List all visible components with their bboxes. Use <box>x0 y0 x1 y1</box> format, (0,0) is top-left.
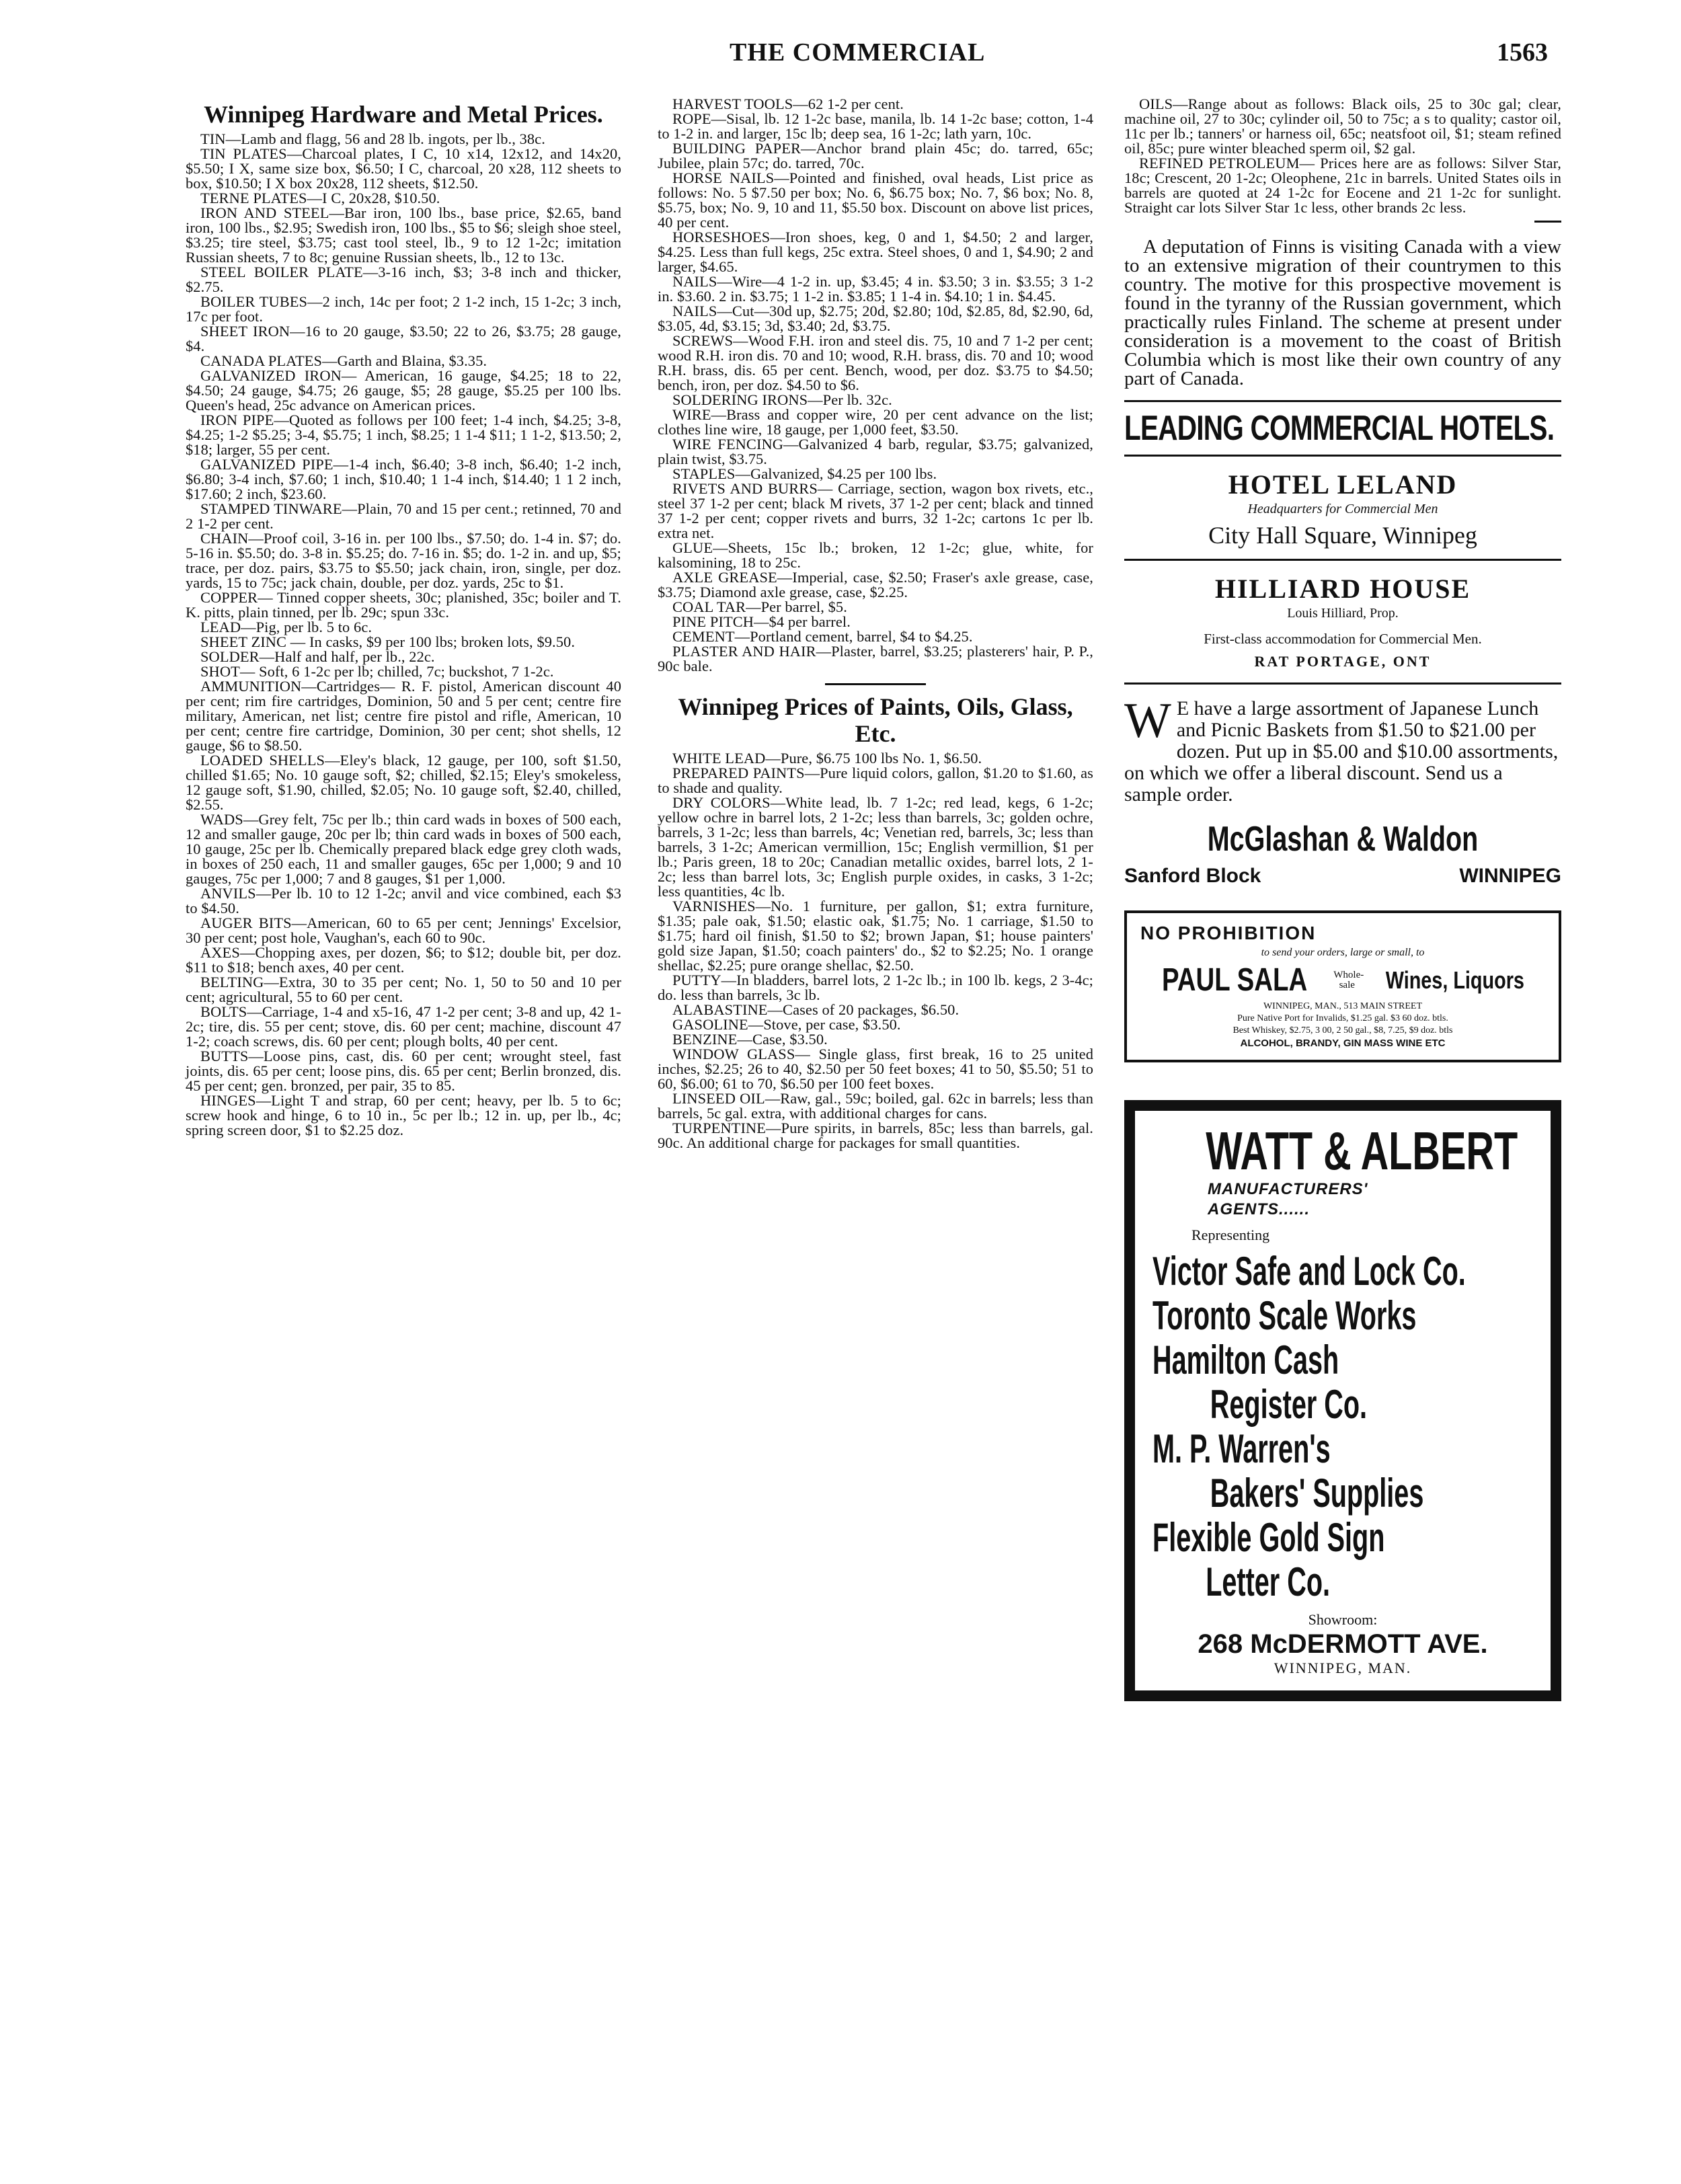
price-item: PLASTER AND HAIR—Plaster, barrel, $3.25; plasterers' hair, P. P., 90c bale. <box>658 643 1093 674</box>
hotels-top-rule <box>1124 400 1561 402</box>
price-item: NAILS—Wire—4 1-2 in. up, $3.45; 4 in. $3.50; 3 in. $3.55; 3 1-2 in. $3.60. 2 in. $3.75; 1 1-2 in. $3.85; 1 1-4 in. $4.10; 1 in. $4.45. <box>658 273 1093 305</box>
price-item: VARNISHES—No. 1 furniture, per gallon, $1; extra furniture, $1.35; pale oak, $1.50; elastic oak, $1.75; No. 1 carriage, $1.50 to $1.75; hard oil finish, $1.50 to $2; brown Japan, $1; house painters' gold size Japan, $1.50; coach painters' do., $2 to $2.25; No. 1 orange shellac, $2.25; pure orange shellac, $2.50. <box>658 898 1093 974</box>
price-item: RIVETS AND BURRS— Carriage, section, wagon box rivets, etc., steel 37 1-2 per cent; black M rivets, 37 1-2 per cent; black and tinned 37 1-2 per cent; copper rivets and burrs, 32 1-2c; cartons 1c per lb. extra net. <box>658 480 1093 541</box>
sala-price-line-2: Best Whiskey, $2.75, 3 00, 2 50 gal., $8, 7.25, $9 doz. btls <box>1233 1025 1453 1036</box>
watt-line: Toronto Scale Works <box>1152 1293 1417 1338</box>
price-item: STAMPED TINWARE—Plain, 70 and 15 per cent.; retinned, 70 and 2 1-2 per cent. <box>186 500 621 532</box>
sala-name: PAUL SALA <box>1162 962 1308 998</box>
price-item: SCREWS—Wood F.H. iron and steel dis. 75, 10 and 7 1-2 per cent; wood R.H. iron dis. 70 and 10; wood, R.H. brass, dis. 70 and 10; wood R.H. brass, dis. 65 per cent. Bench, wood, per doz. $3.75 to $4.50; bench, iron, per doz. $4.50 to $6. <box>658 332 1093 393</box>
hotels-under-rule <box>1124 455 1561 457</box>
finns-notice: A deputation of Finns is visiting Canada with a view to an extensive migration of their countrymen to this country. The motive for this prospective movement is found in the tyranny of the Russian government, which practically rules Finland. The scheme at present under consideration is a movement to the coast of British Columbia which is most like their own country of any part of Canada. <box>1124 236 1561 389</box>
mcglashan-block: Sanford Block <box>1124 865 1261 887</box>
price-item: PUTTY—In bladders, barrel lots, 2 1-2c lb.; in 100 lb. kegs, 2 3-4c; do. less than barrels, 3c lb. <box>658 972 1093 1003</box>
hilliard-house-ad <box>1124 573 1561 670</box>
hilliard-place: RAT PORTAGE, ONT <box>1254 653 1432 670</box>
hotel-leland-sub: Headquarters for Commercial Men <box>1247 502 1438 516</box>
sala-sub: to send your orders, large or small, to <box>1261 947 1425 958</box>
price-item: OILS—Range about as follows: Black oils, 25 to 30c gal; clear, machine oil, 27 to 30c; cylinder oil, 50 to 75c; a s to quality; castor oil, 11c per lb.; tanners' or harness oil, 65c; neatsfoot oil, $1; steam refined oil, 85c; pure winter bleached sperm oil, $2 gal. <box>1124 95 1561 157</box>
page-header <box>0 38 1681 78</box>
price-item: COPPER— Tinned copper sheets, 30c; planished, 35c; boiler and T. K. pitts, plain tinned, per lb. 29c; spun 33c. <box>186 589 621 621</box>
price-item: PINE PITCH—$4 per barrel. <box>672 613 851 630</box>
hardware-price-list <box>186 132 621 1138</box>
mcglashan-top-rule <box>1124 682 1561 685</box>
watt-line: M. P. Warren's <box>1152 1426 1331 1471</box>
hardware-title: Winnipeg Hardware and Metal Prices. <box>204 101 603 128</box>
price-item: CANADA PLATES—Garth and Blaina, $3.35. <box>200 352 487 369</box>
price-item: REFINED PETROLEUM— Prices here are as follows: Silver Star, 18c; Crescent, 20 1-2c; Oleophene, 21c in barrels. United States oils in barrels are quoted at 24 1-2c for Eocene and 21 1-2c for sunlight. Straight car lots Silver Star 1c less, other brands 2c less. <box>1124 155 1561 216</box>
watt-address: 268 McDERMOTT AVE. <box>1198 1629 1488 1659</box>
watt-albert-ad <box>1124 1100 1561 1701</box>
price-item: LOADED SHELLS—Eley's black, 12 gauge, per 100, soft $1.50, chilled $1.65; No. 10 gauge soft, $2; chilled, $2.15; Eley's smokeless, 12 gauge soft, $1.90, chilled, $2.05; No. 10 gauge soft, $2.40, chilled, $2.55. <box>186 752 621 813</box>
page-number: 1563 <box>1497 38 1548 67</box>
hotel-leland-address: City Hall Square, Winnipeg <box>1208 522 1477 549</box>
price-item: STEEL BOILER PLATE—3-16 inch, $3; 3-8 inch and thicker, $2.75. <box>186 264 621 295</box>
price-item: TURPENTINE—Pure spirits, in barrels, 85c; less than barrels, gal. 90c. An additional charge for packages for small quantities. <box>658 1120 1093 1151</box>
price-item: AUGER BITS—American, 60 to 65 per cent; Jennings' Excelsior, 30 per cent; post hole, Vaughan's, each 60 to 90c. <box>186 914 621 946</box>
sala-main-line <box>1140 962 1545 999</box>
price-item: HINGES—Light T and strap, 60 per cent; heavy, per lb. 5 to 6c; screw hook and hinge, 6 to 10 in., 5c per lb.; 12 in. up, per lb., 4c; spring screen door, $1 to $2.25 doz. <box>186 1092 621 1138</box>
middle-column <box>658 97 1093 1150</box>
watt-representing: Representing <box>1191 1226 1270 1243</box>
price-item: SOLDER—Half and half, per lb., 22c. <box>200 648 435 665</box>
price-item: DRY COLORS—White lead, lb. 7 1-2c; red lead, kegs, 6 1-2c; yellow ochre in barrel lots, 2 1-2c; less than barrels, 3c; golden ochre, barrels, 3 1-2c; less than barrels, 4c; Venetian red, barrels, 3c; less than barrels, 3 1-2c; American vermillion, 15c; English vermillion, $1 per lb.; Paris green, 18 to 20c; Canadian metallic oxides, barrel lots, 2 1-2c; less than barrel lots, 3c; English purple oxides, in casks, 3 1-2c; less quantities, 4c lb. <box>658 794 1093 900</box>
mcglashan-ad <box>1124 693 1561 888</box>
price-item: BELTING—Extra, 30 to 35 per cent; No. 1, 50 to 50 and 10 per cent; agricultural, 55 to 60 per cent. <box>186 974 621 1005</box>
price-item: SHEET IRON—16 to 20 gauge, $3.50; 22 to 26, $3.75; 28 gauge, $4. <box>186 323 621 354</box>
sala-price-line-3: ALCOHOL, BRANDY, GIN MASS WINE ETC <box>1240 1038 1446 1049</box>
mcglashan-city: WINNIPEG <box>1459 865 1561 887</box>
price-item: SOLDERING IRONS—Per lb. 32c. <box>672 391 892 408</box>
hardware-price-list-continued <box>658 97 1093 674</box>
sala-address: WINNIPEG, MAN., 513 MAIN STREET <box>1263 1001 1423 1011</box>
price-item: COAL TAR—Per barrel, $5. <box>672 598 847 615</box>
price-item: BUTTS—Loose pins, cast, dis. 60 per cent; wrought steel, fast joints, dis. 65 per cent; loose pins, dis. 65 per cent; Berlin bronzed, dis. 45 per cent; gen. bronzed, per pair, 35 to 85. <box>186 1048 621 1094</box>
watt-line: Register Co. <box>1210 1382 1368 1427</box>
hotel-divider <box>1124 559 1561 561</box>
paints-title: Winnipeg Prices of Paints, Oils, Glass, Etc. <box>678 693 1073 747</box>
price-item: HORSESHOES—Iron shoes, keg, 0 and 1, $4.50; 2 and larger, $4.25. Less than full kegs, 25c extra. Steel shoes, 0 and 1, $4.90; 2 and larger, $4.65. <box>658 229 1093 275</box>
price-item: WIRE FENCING—Galvanized 4 barb, regular, $3.75; galvanized, plain twist, $3.75. <box>658 436 1093 467</box>
price-item: CEMENT—Portland cement, barrel, $4 to $4.25. <box>672 628 973 645</box>
watt-line: Bakers' Supplies <box>1210 1471 1424 1516</box>
hotel-leland-ad <box>1124 469 1561 549</box>
price-item: IRON AND STEEL—Bar iron, 100 lbs., base price, $2.65, band iron, 100 lbs., $2.95; Swedish iron, 100 lbs., $5 to $6; sleigh shoe steel, $3.25; tire steel, $3.75; cast tool steel, lb., 9 to 12 1-2c; imitation Russian sheets, 7 to 8c; genuine Russian sheets, lb., 12 to 13c. <box>186 204 621 266</box>
price-item: LEAD—Pig, per lb. 5 to 6c. <box>200 619 373 635</box>
price-item: GLUE—Sheets, 15c lb.; broken, 12 1-2c; glue, white, for kalsomining, 18 to 25c. <box>658 539 1093 571</box>
watt-line: Letter Co. <box>1206 1559 1331 1604</box>
price-item: IRON PIPE—Quoted as follows per 100 feet; 1-4 inch, $4.25; 3-8, $4.25; 1-2 $5.25; 3-4, $5.75; 1 inch, $8.25; 1 1-4 $11; 1 1-2, $13.50; 2, $18; larger, 55 per cent. <box>186 412 621 458</box>
watt-role-2: AGENTS...... <box>1208 1200 1311 1218</box>
price-item: WHITE LEAD—Pure, $6.75 100 lbs No. 1, $6.50. <box>672 750 982 767</box>
price-item: SHEET ZINC — In casks, $9 per 100 lbs; broken lots, $9.50. <box>200 633 576 650</box>
dropcap-letter: W <box>1124 693 1171 748</box>
watt-city: WINNIPEG, MAN. <box>1274 1660 1412 1676</box>
price-item: GALVANIZED PIPE—1-4 inch, $6.40; 3-8 inch, $6.40; 1-2 inch, $6.80; 3-4 inch, $7.60; 1 inch, $10.40; 1 1-4 inch, $14.40; 1 1 2 inch, $17.60; 2 inch, $23.60. <box>186 456 621 502</box>
price-item: AXES—Chopping axes, per dozen, $6; to $12; double bit, per doz. $11 to $18; bench axes, 40 per cent. <box>186 944 621 976</box>
price-item: LINSEED OIL—Raw, gal., 59c; boiled, gal. 62c in barrels; less than barrels, 5c gal. extra, with additional charges for cans. <box>658 1090 1093 1122</box>
price-item: SHOT— Soft, 6 1-2c per lb; chilled, 7c; buckshot, 7 1-2c. <box>200 663 554 680</box>
hilliard-sub: First-class accommodation for Commercial Men. <box>1204 631 1482 647</box>
paints-price-list <box>658 751 1093 1150</box>
watt-role-1: MANUFACTURERS' <box>1208 1180 1368 1198</box>
sala-wholesale: Whole-sale <box>1333 969 1364 990</box>
price-item: AXLE GREASE—Imperial, case, $2.50; Fraser's axle grease, case, $3.75; Diamond axle grease, case, $2.25. <box>658 569 1093 600</box>
sala-wines: Wines, Liquors <box>1386 966 1525 994</box>
hotels-heading: LEADING COMMERCIAL HOTELS. <box>1124 409 1555 448</box>
price-item: PREPARED PAINTS—Pure liquid colors, gallon, $1.20 to $1.60, as to shade and quality. <box>658 765 1093 796</box>
mcglashan-body: E have a large assortment of Japanese Lunch and Picnic Baskets from $1.50 to $21.00 per dozen. Put up in $5.00 and $10.00 assortments, on which we offer a liberal discount. Send us a sample order. <box>1124 697 1559 806</box>
watt-albert-name: WATT & ALBERT <box>1206 1121 1518 1181</box>
price-item: WADS—Grey felt, 75c per lb.; thin card wads in boxes of 500 each, 12 and smaller gauge, 20c per lb; thin card wads in boxes of 500 each, 10 gauge, 25c per lb. Chemically prepared black edge grey cloth wads, in boxes of 250 each, 11 and smaller gauges, 65c per 1,000; 9 and 10 gauges, 75c per 1,000; 7 and 8 gauges, $1 per 1,000. <box>186 811 621 887</box>
price-item: GASOLINE—Stove, per case, $3.50. <box>672 1016 901 1033</box>
mcglashan-text <box>1124 693 1561 806</box>
price-item: BOLTS—Carriage, 1-4 and x5-16, 47 1-2 per cent; 3-8 and up, 42 1-2c; tire, dis. 55 per cent; stove, dis. 60 per cent; machine, discount 47 1-2; coach screws, dis. 60 per cent; plough bolts, 40 per cent. <box>186 1003 621 1050</box>
oils-price-list <box>1124 97 1561 215</box>
price-item: CHAIN—Proof coil, 3-16 in. per 100 lbs., $7.50; do. 1-4 in. $7; do. 5-16 in. $5.50; do. 3-8 in. $5.25; do. 7-16 in. $5; do. 1-2 in. and up, $5; trace, per doz. pairs, $3.75 to $5.50; jack chain, iron, single, per doz. yards, 15 to 75c; jack chain, double, per doz. yards, 25c to $1. <box>186 530 621 591</box>
right-column <box>1124 97 1561 1701</box>
price-item: WINDOW GLASS— Single glass, first break, 16 to 25 united inches, $2.25; 26 to 40, $2.50 per 50 feet boxes; 41 to 50, $5.50; 51 to 60, $6.00; 61 to 70, $6.50 per 100 feet boxes. <box>658 1046 1093 1092</box>
price-item: HARVEST TOOLS—62 1-2 per cent. <box>672 95 904 112</box>
price-item: TIN PLATES—Charcoal plates, I C, 10 x14, 12x12, and 14x20, $5.50; I X, same size box, $6.50; I C, charcoal, 20 x28, 112 sheets to box, $10.50; I X box 20x28, 112 sheets, $12.50. <box>186 145 621 192</box>
watt-line: Flexible Gold Sign <box>1152 1515 1385 1560</box>
price-item: GALVANIZED IRON— American, 16 gauge, $4.25; 18 to 22, $4.50; 24 gauge, $4.75; 26 gauge, $5; 28 gauge, $5.25 per 100 lbs. Queen's head, 25c advance on American prices. <box>186 367 621 414</box>
hardware-column <box>186 101 621 1138</box>
watt-showroom: Showroom: <box>1308 1611 1378 1628</box>
price-item: STAPLES—Galvanized, $4.25 per 100 lbs. <box>672 465 937 482</box>
paul-sala-ad <box>1124 910 1561 1062</box>
sala-price-line-1: Pure Native Port for Invalids, $1.25 gal. $3 60 doz. btls. <box>1237 1013 1448 1023</box>
section-divider <box>825 683 926 685</box>
mcglashan-name: McGlashan & Waldon <box>1207 820 1479 859</box>
mcglashan-address <box>1124 865 1561 888</box>
price-item: NAILS—Cut—30d up, $2.75; 20d, $2.80; 10d, $2.85, 8d, $2.90, 6d, $3.05, 4d, $3.15; 3d, $3.40; 2d, $3.75. <box>658 303 1093 334</box>
price-item: WIRE—Brass and copper wire, 20 per cent advance on the list; clothes line wire, 18 gauge, per 1,000 feet, $3.50. <box>658 406 1093 438</box>
hotel-leland-name: HOTEL LELAND <box>1228 469 1458 500</box>
price-item: ROPE—Sisal, lb. 12 1-2c base, manila, lb. 14 1-2c base; cotton, 1-4 to 1-2 in. and larger, 15c lb; deep sea, 16 1-2c; lath yarn, 10c. <box>658 110 1093 142</box>
watt-line: Victor Safe and Lock Co. <box>1152 1249 1466 1294</box>
page-title: THE COMMERCIAL <box>730 38 986 67</box>
price-item: BOILER TUBES—2 inch, 14c per foot; 2 1-2 inch, 15 1-2c; 3 inch, 17c per foot. <box>186 293 621 325</box>
price-item: AMMUNITION—Cartridges— R. F. pistol, American discount 40 per cent; rim fire cartridges, Dominion, 50 and 5 per cent; centre fire military, American, net list; centre fire pistol and rifle, American, 10 per cent; centre fire cartridge, Dominion, 30 per cent; shot shells, 12 gauge, $6 to $8.50. <box>186 678 621 754</box>
price-item: ALABASTINE—Cases of 20 packages, $6.50. <box>672 1001 960 1018</box>
hilliard-name: HILLIARD HOUSE <box>1214 574 1471 604</box>
watt-line: Hamilton Cash <box>1152 1337 1339 1382</box>
small-divider <box>1534 221 1561 223</box>
price-item: BENZINE—Case, $3.50. <box>672 1031 828 1048</box>
price-item: TERNE PLATES—I C, 20x28, $10.50. <box>200 190 440 206</box>
price-item: HORSE NAILS—Pointed and finished, oval heads, List price as follows: No. 5 $7.50 per box; No. 6, $6.75 box; No. 7, $6 box; No. 8, $5.75, box; No. 9, 10 and 11, $5.50 box. Discount on above list prices, 40 per cent. <box>658 169 1093 231</box>
price-item: TIN—Lamb and flagg, 56 and 28 lb. ingots, per lb., 38c. <box>200 130 545 147</box>
sala-heading: NO PROHIBITION <box>1140 923 1317 943</box>
price-item: ANVILS—Per lb. 10 to 12 1-2c; anvil and vice combined, each $3 to $4.50. <box>186 885 621 916</box>
hilliard-prop: Louis Hilliard, Prop. <box>1287 606 1399 621</box>
price-item: BUILDING PAPER—Anchor brand plain 45c; do. tarred, 65c; Jubilee, plain 57c; do. tarred, 70c. <box>658 140 1093 171</box>
